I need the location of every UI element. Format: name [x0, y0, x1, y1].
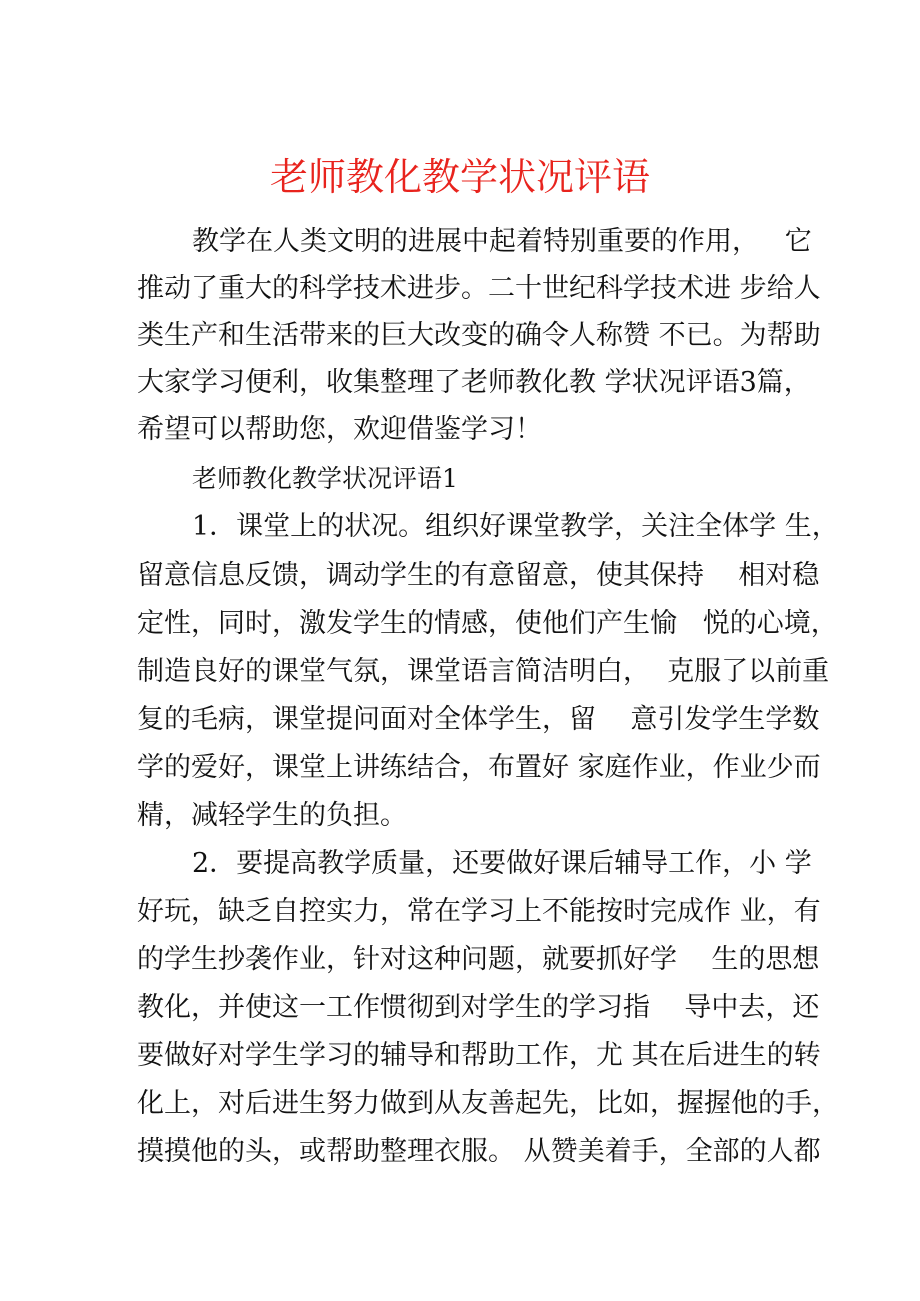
item2-line-1: 2．要提高教学质量，还要做好课后辅导工作，小 学	[192, 848, 812, 879]
item2-line-7: 摸摸他的头，或帮助整理衣服。 从赞美着手，全部的人都	[137, 1136, 821, 1167]
intro-line-2: 推动了重大的科学技术进步。二十世纪科学技术进 步给人	[137, 273, 821, 304]
item1-line-5: 复的毛病，课堂提问面对全体学生，留 意引发学生学数	[137, 704, 820, 735]
item1-line-6: 学的爱好，课堂上讲练结合，布置好 家庭作业，作业少而	[137, 752, 821, 783]
item1-line-3: 定性，同时，激发学生的情感，使他们产生愉 悦的心境，	[137, 608, 838, 639]
intro-line-5: 希望可以帮助您，欢迎借鉴学习！	[137, 414, 542, 445]
item1-line-4: 制造良好的课堂气氛，课堂语言简洁明白， 克服了以前重	[137, 656, 830, 687]
item1-line-1: 1．课堂上的状况。组织好课堂教学，关注全体学 生，	[192, 511, 839, 542]
item1-line-2: 留意信息反馈，调动学生的有意留意，使其保持 相对稳	[137, 560, 820, 591]
item2-line-3: 的学生抄袭作业，针对这种问题，就要抓好学 生的思想	[137, 944, 820, 975]
intro-line-1: 教学在人类文明的进展中起着特别重要的作用， 它	[192, 226, 812, 257]
intro-line-4: 大家学习便利，收集整理了老师教化教 学状况评语3篇，	[137, 367, 811, 398]
intro-line-3: 类生产和生活带来的巨大改变的确令人称赞 不已。为帮助	[137, 320, 821, 351]
document-title: 老师教化教学状况评语	[269, 155, 650, 199]
item2-line-4: 教化，并使这一工作惯彻到对学生的学习指 导中去，还	[137, 992, 820, 1023]
item1-line-7: 精，减轻学生的负担。	[137, 800, 407, 831]
section-heading: 老师教化教学状况评语1	[192, 464, 458, 493]
item2-line-6: 化上，对后进生努力做到从友善起先，比如，握握他的手，	[137, 1088, 839, 1119]
item2-line-5: 要做好对学生学习的辅导和帮助工作，尤 其在后进生的转	[137, 1040, 821, 1071]
item2-line-2: 好玩，缺乏自控实力，常在学习上不能按时完成作 业，有	[137, 896, 821, 927]
